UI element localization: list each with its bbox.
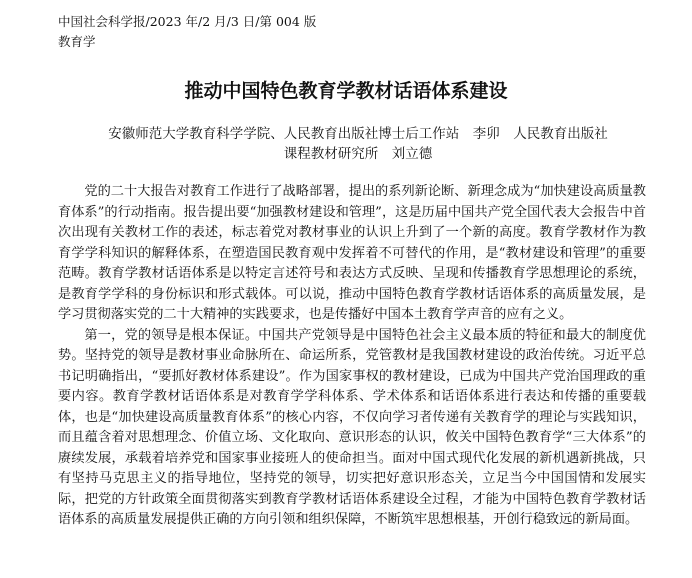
paragraph: 党的二十大报告对教育工作进行了战略部署，提出的系列新论断、新理念成为“加快建设高质量教育体系”的行动指南。报告提出要“加强教材建设和管理”，这是历届中国共产党全国代表大会报告中首次出现有关教材工作的表述，标志着党对教材事业的认识上升到了一个新的高度。教育学教材作为教育学学科知识的解释体系，在塑造国民教育观中发挥着不可替代的作用，是“教材建设和管理”的重要范畴。教育学教材话语体系是以特定言述符号和表达方式反映、呈现和传播教育学思想理论的系统，是教育学学科的身份标识和形式载体。可以说，推动中国特色教育学教材话语体系的高质量发展，是学习贯彻落实党的二十大精神的实践要求，也是传播好中国本土教育学声音的应有之义。: [58, 184, 646, 322]
article-title: 推动中国特色教育学教材话语体系建设: [184, 80, 508, 102]
source-line: 中国社会科学报/2023 年/2 月/3 日/第 004 版: [58, 14, 317, 29]
article-body: [58, 182, 646, 531]
author-info: [58, 124, 658, 164]
author-line-2: 课程教材研究所 刘立德: [283, 146, 433, 162]
paragraph: 第一，党的领导是根本保证。中国共产党领导是中国特色社会主义最本质的特征和最大的制度优势。坚持党的领导是教材事业命脉所在、命运所系，党管教材是我国教材建设的政治传统。习近平总书记明确指出，“要抓好教材体系建设”。作为国家事权的教材建设，已成为中国共产党治国理政的重要内容。教育学教材话语体系是对教育学学科体系、学术体系和话语体系进行表达和传播的重要载体，也是“加快建设高质量教育体系”的核心内容，不仅向学习者传递有关教育学的理论与实践知识，而且蕴含着对思想理念、价值立场、文化取向、意识形态的认识，攸关中国特色教育学“三大体系”的赓续发展，承载着培养党和国家事业接班人的使命担当。面对中国式现代化发展的新机遇新挑战，只有坚持马克思主义的指导地位，坚持党的领导，切实把好意识形态关，立足当今中国国情和发展实际，把党的方针政策全面贯彻落实到教育学教材话语体系建设全过程，才能为中国特色教育学教材话语体系的高质量发展提供正确的方向引领和组织保障，不断筑牢思想根基，开创行稳致远的新局面。: [58, 327, 646, 527]
article-meta: [58, 12, 316, 52]
section-label: 教育学: [58, 34, 96, 49]
author-line-1: 安徽师范大学教育科学学院、人民教育出版社博士后工作站 李卯 人民教育出版社: [108, 126, 608, 142]
